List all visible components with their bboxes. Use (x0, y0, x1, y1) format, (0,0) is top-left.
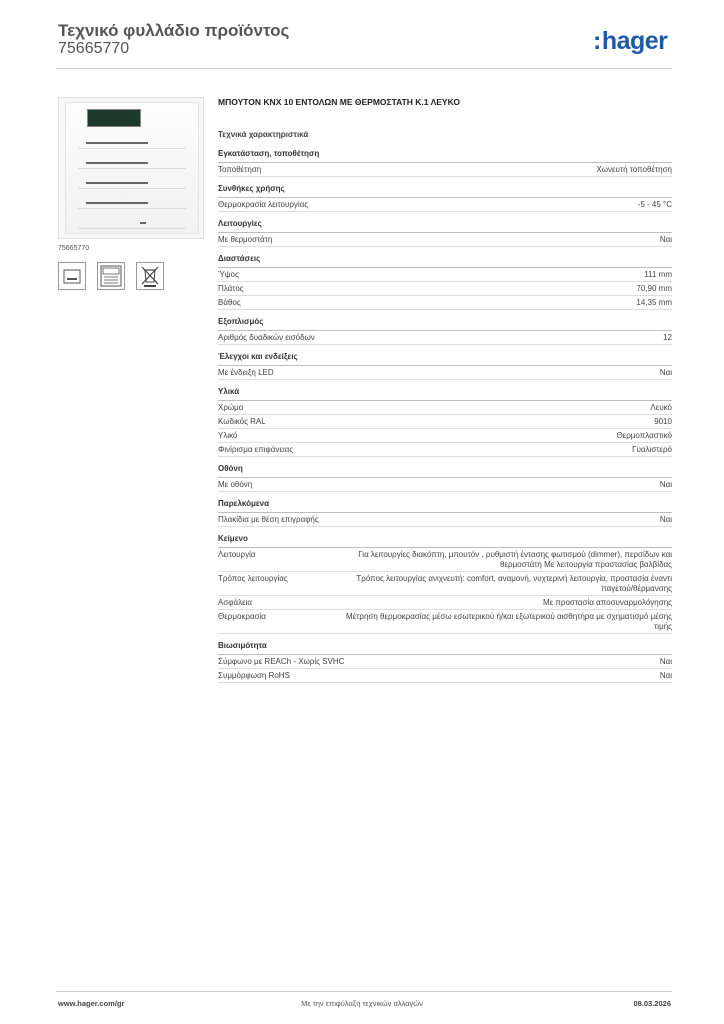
spec-section (218, 254, 672, 310)
footer-notice: Με την επιφύλαξη τεχνικών αλλαγών (301, 999, 423, 1008)
spec-section (218, 317, 672, 345)
device-key (78, 209, 186, 229)
spec-label: Ασφάλεια (218, 598, 253, 607)
spec-value: 70,90 mm (636, 284, 672, 293)
spec-label: Πλακίδια με θέση επιγραφής (218, 515, 319, 524)
spec-section (218, 387, 672, 457)
spec-label: Υλικό (218, 431, 238, 440)
spec-row (218, 415, 672, 429)
spec-section-title: Διαστάσεις (218, 254, 672, 268)
spec-row (218, 610, 672, 634)
spec-value: -5 - 45 °C (637, 200, 672, 209)
header-divider (56, 68, 672, 69)
device-key (78, 149, 186, 169)
spec-value: Λευκό (650, 403, 672, 412)
spec-row (218, 596, 672, 610)
spec-value: Ναι (659, 657, 672, 666)
spec-row (218, 572, 672, 596)
spec-value: Με προστασία αποσυναρμολόγησης (542, 598, 672, 607)
spec-row (218, 296, 672, 310)
spec-label: Βάθος (218, 298, 241, 307)
document-title: Τεχνικό φυλλάδιο προϊόντος (58, 21, 290, 40)
device-illustration (65, 102, 199, 234)
spec-section (218, 352, 672, 380)
spec-value: Ναι (659, 480, 672, 489)
spec-value: Θερμοπλαστικό (616, 431, 672, 440)
logo-text: hager (601, 27, 668, 55)
spec-row (218, 331, 672, 345)
technical-heading: Τεχνικά χαρακτηριστικά (218, 130, 309, 139)
spec-row (218, 478, 672, 492)
spec-section (218, 464, 672, 492)
spec-section-title: Υλικά (218, 387, 672, 401)
spec-value: 111 mm (644, 270, 672, 279)
spec-row (218, 282, 672, 296)
display-screen-icon (97, 262, 125, 290)
spec-label: Θερμοκρασία λειτουργίας (218, 200, 309, 209)
spec-row (218, 443, 672, 457)
spec-value: Μέτρηση θερμοκρασίας μέσω εσωτερικού ή/και εξωτερικού αισθητήρα με σχηματισμό μέσης τιμής (346, 612, 672, 631)
spec-section-title: Οθόνη (218, 464, 672, 478)
spec-row (218, 366, 672, 380)
spec-label: Τοποθέτηση (218, 165, 262, 174)
spec-label: Κωδικός RAL (218, 417, 266, 426)
spec-value: 12 (663, 333, 672, 342)
spec-row (218, 669, 672, 683)
spec-label: Αριθμός δυαδικών εισόδων (218, 333, 315, 342)
spec-label: Σύμφωνο με REACh - Χωρίς SVHC (218, 657, 345, 666)
image-caption: 75665770 (58, 245, 90, 252)
spec-row (218, 655, 672, 669)
product-title: ΜΠΟΥΤΟΝ KNX 10 ΕΝΤΟΛΩΝ ΜΕ ΘΕΡΜΟΣΤΑΤΗ Κ.1 ΛΕΥΚΟ (218, 97, 460, 107)
spec-section-title: Εξοπλισμός (218, 317, 672, 331)
spec-value: Ναι (659, 671, 672, 680)
spec-row (218, 198, 672, 212)
logo-dots-icon: : (593, 27, 601, 55)
spec-row (218, 401, 672, 415)
device-key (78, 129, 186, 149)
spec-section-title: Εγκατάσταση, τοποθέτηση (218, 149, 672, 163)
spec-row (218, 548, 672, 572)
product-image (58, 97, 204, 239)
spec-section (218, 499, 672, 527)
spec-section (218, 149, 672, 177)
spec-value: 14,35 mm (636, 298, 672, 307)
spec-value: Γυαλιστερό (632, 445, 672, 454)
spec-label: Τρόπος λειτουργίας (218, 574, 288, 583)
spec-label: Με οθόνη (218, 480, 253, 489)
spec-value: Χωνευτή τοποθέτηση (596, 165, 672, 174)
spec-value: Τρόπος λειτουργίας ανιχνευτή: comfort, αναμονή, νυχτερινή λειτουργία, προστασία έναντι παγετού/θέρμανσης (356, 574, 672, 593)
spec-label: Ύψος (218, 270, 239, 279)
spec-label: Πλάτος (218, 284, 244, 293)
spec-label: Χρώμα (218, 403, 244, 412)
document-product-code: 75665770 (58, 40, 130, 57)
spec-row (218, 268, 672, 282)
spec-label: Θερμοκρασία (218, 612, 266, 621)
spec-row (218, 429, 672, 443)
spec-label: Συμμόρφωση RoHS (218, 671, 290, 680)
device-key (78, 169, 186, 189)
spec-section-title: Συνθήκες χρήσης (218, 184, 672, 198)
footer-divider (56, 991, 672, 992)
spec-value: Ναι (659, 235, 672, 244)
spec-value: 9010 (654, 417, 672, 426)
spec-section-title: Λειτουργίες (218, 219, 672, 233)
footer-date: 08.03.2026 (633, 999, 671, 1008)
spec-label: Με θερμοστάτη (218, 235, 273, 244)
device-display (87, 109, 141, 127)
spec-section-title: Κείμενο (218, 534, 672, 548)
spec-label: Λειτουργία (218, 550, 256, 559)
spec-section-title: Έλεγχοι και ενδείξεις (218, 352, 672, 366)
hager-logo (593, 27, 667, 56)
device-front-icon (58, 262, 86, 290)
spec-section (218, 184, 672, 212)
spec-section-title: Βιωσιμότητα (218, 641, 672, 655)
footer-website-link[interactable]: www.hager.com/gr (58, 999, 125, 1008)
spec-value: Για λειτουργίες διακόπτη, μπουτόν , ρυθμιστή έντασης φωτισμού (dimmer), περσίδων και θερμοστάτη Με λειτουργία προστασίας βαλβίδας (358, 550, 672, 569)
device-key (78, 189, 186, 209)
spec-row (218, 233, 672, 247)
spec-row (218, 513, 672, 527)
weee-bin-icon (136, 262, 164, 290)
spec-section (218, 641, 672, 683)
spec-label: Φινίρισμα επιφάνειας (218, 445, 294, 454)
spec-section-title: Παρελκόμενα (218, 499, 672, 513)
spec-label: Με ένδειξη LED (218, 368, 274, 377)
spec-value: Ναι (659, 368, 672, 377)
spec-section (218, 534, 672, 634)
spec-row (218, 163, 672, 177)
spec-value: Ναι (659, 515, 672, 524)
spec-table (218, 149, 672, 690)
spec-section (218, 219, 672, 247)
